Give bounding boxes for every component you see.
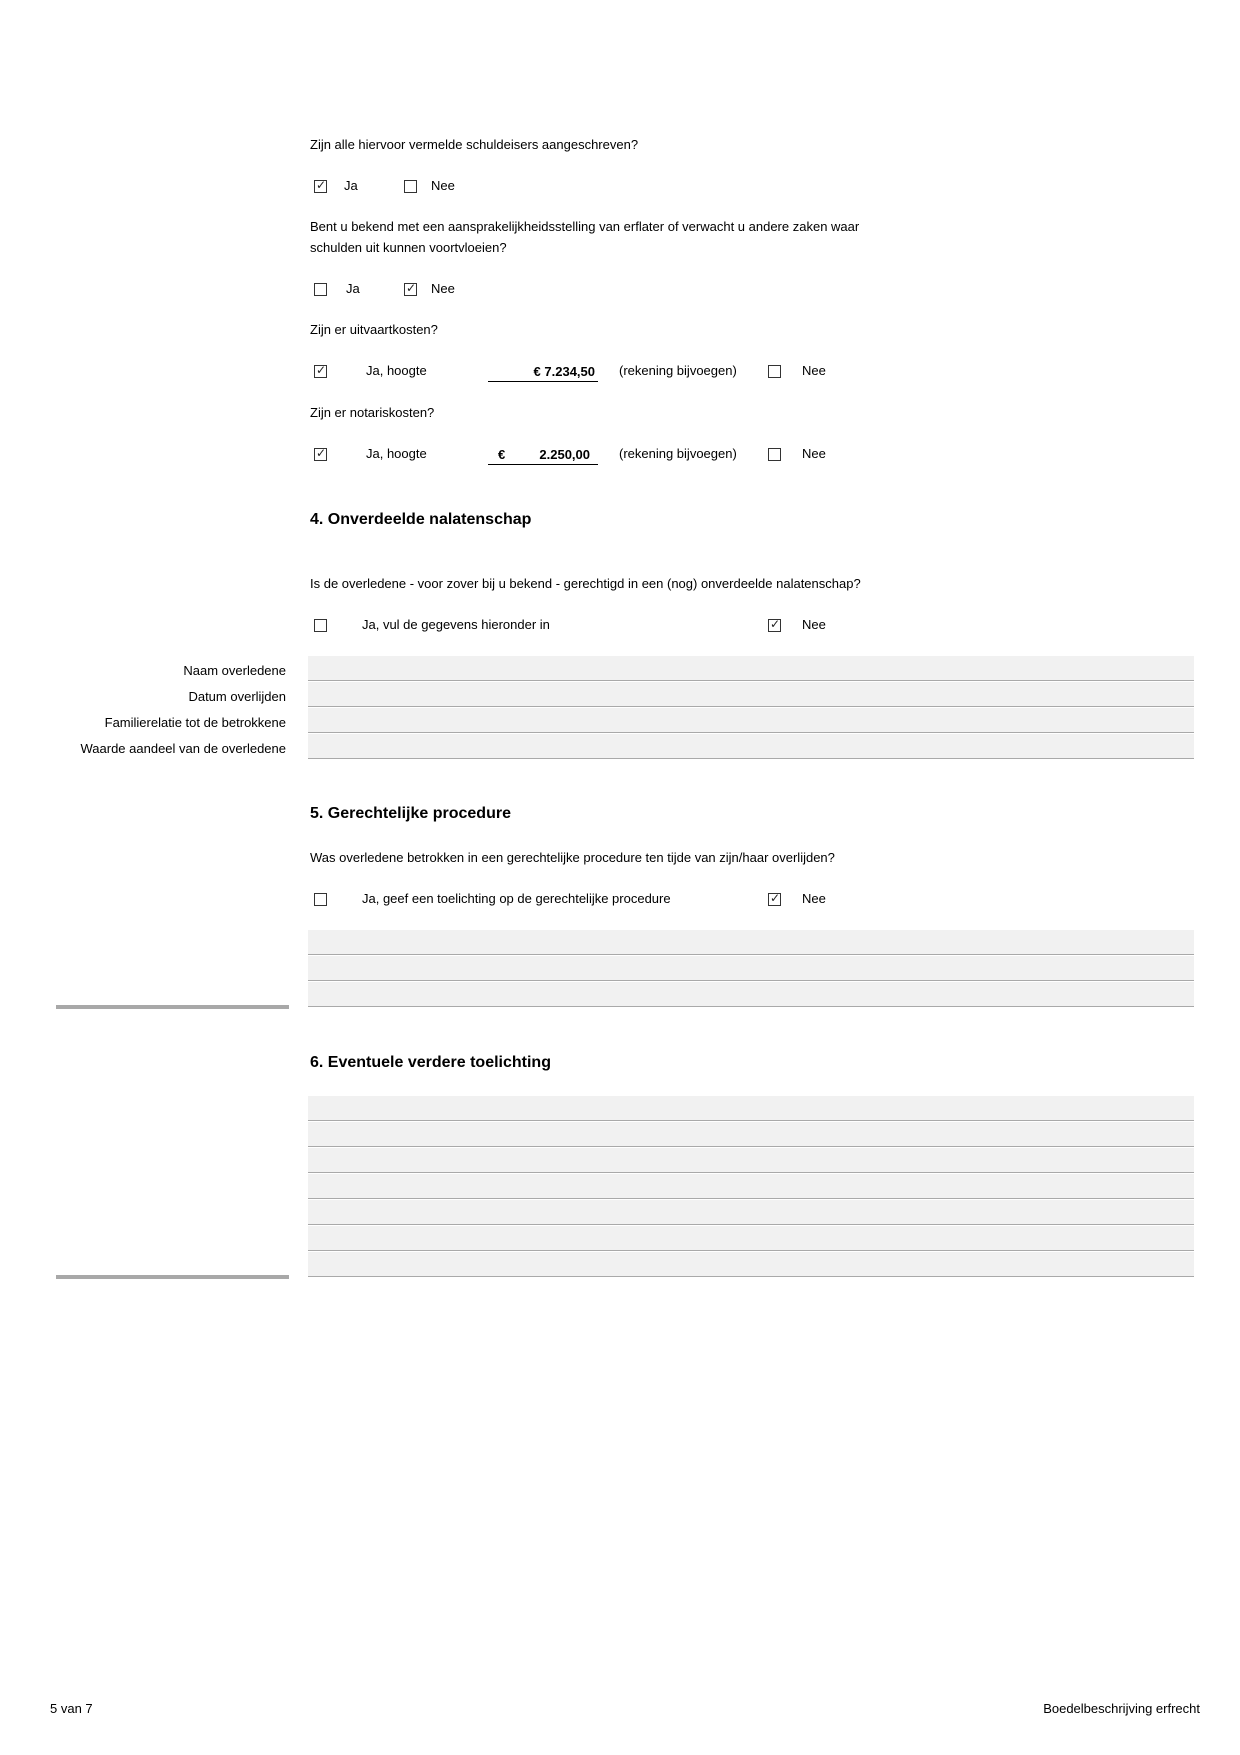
section6-textarea-line[interactable] — [308, 1148, 1194, 1173]
q-liability-no-label: Nee — [431, 281, 455, 296]
q-liability-yes-label: Ja — [346, 281, 360, 296]
check-mark-icon: ✓ — [770, 891, 781, 905]
section5-no-label: Nee — [802, 891, 826, 906]
q-funeral-yes-checkbox[interactable] — [314, 365, 327, 378]
check-mark-icon: ✓ — [316, 363, 327, 377]
section6-textarea-line[interactable] — [308, 1174, 1194, 1199]
q-creditors-yes-checkbox[interactable] — [314, 180, 327, 193]
section4-heading: 4. Onverdeelde nalatenschap — [310, 511, 532, 528]
section5-textarea-line[interactable] — [308, 956, 1194, 981]
section5-no-checkbox[interactable] — [768, 893, 781, 906]
q-funeral-no-checkbox[interactable] — [768, 365, 781, 378]
document-title: Boedelbeschrijving erfrecht — [1043, 1701, 1200, 1716]
section5-divider — [56, 1005, 289, 1009]
q-notary-no-label: Nee — [802, 446, 826, 461]
section4-question: Is de overledene - voor zover bij u bekend - gerechtigd in een (nog) onverdeelde nalatenschap? — [310, 576, 861, 591]
input-familierelatie[interactable] — [308, 708, 1194, 733]
section5-yes-label: Ja, geef een toelichting op de gerechtelijke procedure — [362, 891, 671, 906]
check-mark-icon: ✓ — [406, 281, 417, 295]
q-creditors-yes-label: Ja — [344, 178, 358, 193]
q-funeral-amount-field[interactable] — [488, 363, 598, 382]
q-notary-text: Zijn er notariskosten? — [310, 405, 435, 420]
section6-textarea-line[interactable] — [308, 1122, 1194, 1147]
field-label-naam-overledene: Naam overledene — [183, 663, 286, 678]
section4-yes-checkbox[interactable] — [314, 619, 327, 632]
section4-no-checkbox[interactable] — [768, 619, 781, 632]
q-funeral-yes-label: Ja, hoogte — [366, 363, 427, 378]
check-mark-icon: ✓ — [316, 446, 327, 460]
q-notary-yes-label: Ja, hoogte — [366, 446, 427, 461]
field-label-datum-overlijden: Datum overlijden — [188, 689, 286, 704]
section4-yes-label: Ja, vul de gegevens hieronder in — [362, 617, 550, 632]
section5-textarea-line[interactable] — [308, 930, 1194, 955]
check-mark-icon: ✓ — [770, 617, 781, 631]
section6-textarea-line[interactable] — [308, 1252, 1194, 1277]
input-datum-overlijden[interactable] — [308, 682, 1194, 707]
q-creditors-text: Zijn alle hiervoor vermelde schuldeisers aangeschreven? — [310, 137, 639, 152]
q-notary-currency: € — [498, 447, 506, 462]
q-funeral-no-label: Nee — [802, 363, 826, 378]
q-notary-no-checkbox[interactable] — [768, 448, 781, 461]
section5-yes-checkbox[interactable] — [314, 893, 327, 906]
input-waarde-aandeel[interactable] — [308, 734, 1194, 759]
section5-question: Was overledene betrokken in een gerechtelijke procedure ten tijde van zijn/haar overlijden? — [310, 850, 835, 865]
section6-heading: 6. Eventuele verdere toelichting — [310, 1054, 551, 1071]
q-notary-note: (rekening bijvoegen) — [619, 446, 737, 461]
section6-textarea-line[interactable] — [308, 1226, 1194, 1251]
q-liability-no-checkbox[interactable] — [404, 283, 417, 296]
q-funeral-amount: € 7.234,50 — [533, 364, 595, 379]
q-notary-yes-checkbox[interactable] — [314, 448, 327, 461]
q-funeral-note: (rekening bijvoegen) — [619, 363, 737, 378]
section5-heading: 5. Gerechtelijke procedure — [310, 805, 511, 822]
page-number: 5 van 7 — [50, 1701, 93, 1716]
q-liability-text-line2: schulden uit kunnen voortvloeien? — [310, 240, 507, 255]
section6-textarea-line[interactable] — [308, 1096, 1194, 1121]
section6-textarea-line[interactable] — [308, 1200, 1194, 1225]
section4-no-label: Nee — [802, 617, 826, 632]
q-creditors-no-label: Nee — [431, 178, 455, 193]
q-liability-text-line1: Bent u bekend met een aansprakelijkheidsstelling van erflater of verwacht u andere zaken waar — [310, 219, 860, 234]
section6-divider — [56, 1275, 289, 1279]
field-label-waarde-aandeel: Waarde aandeel van de overledene — [80, 741, 286, 756]
q-notary-amount-field[interactable] — [488, 446, 598, 465]
q-liability-yes-checkbox[interactable] — [314, 283, 327, 296]
q-creditors-no-checkbox[interactable] — [404, 180, 417, 193]
q-notary-amount: 2.250,00 — [539, 447, 590, 462]
check-mark-icon: ✓ — [316, 178, 327, 192]
input-naam-overledene[interactable] — [308, 656, 1194, 681]
section5-textarea-line[interactable] — [308, 982, 1194, 1007]
q-funeral-text: Zijn er uitvaartkosten? — [310, 322, 438, 337]
field-label-familierelatie: Familierelatie tot de betrokkene — [104, 715, 286, 730]
